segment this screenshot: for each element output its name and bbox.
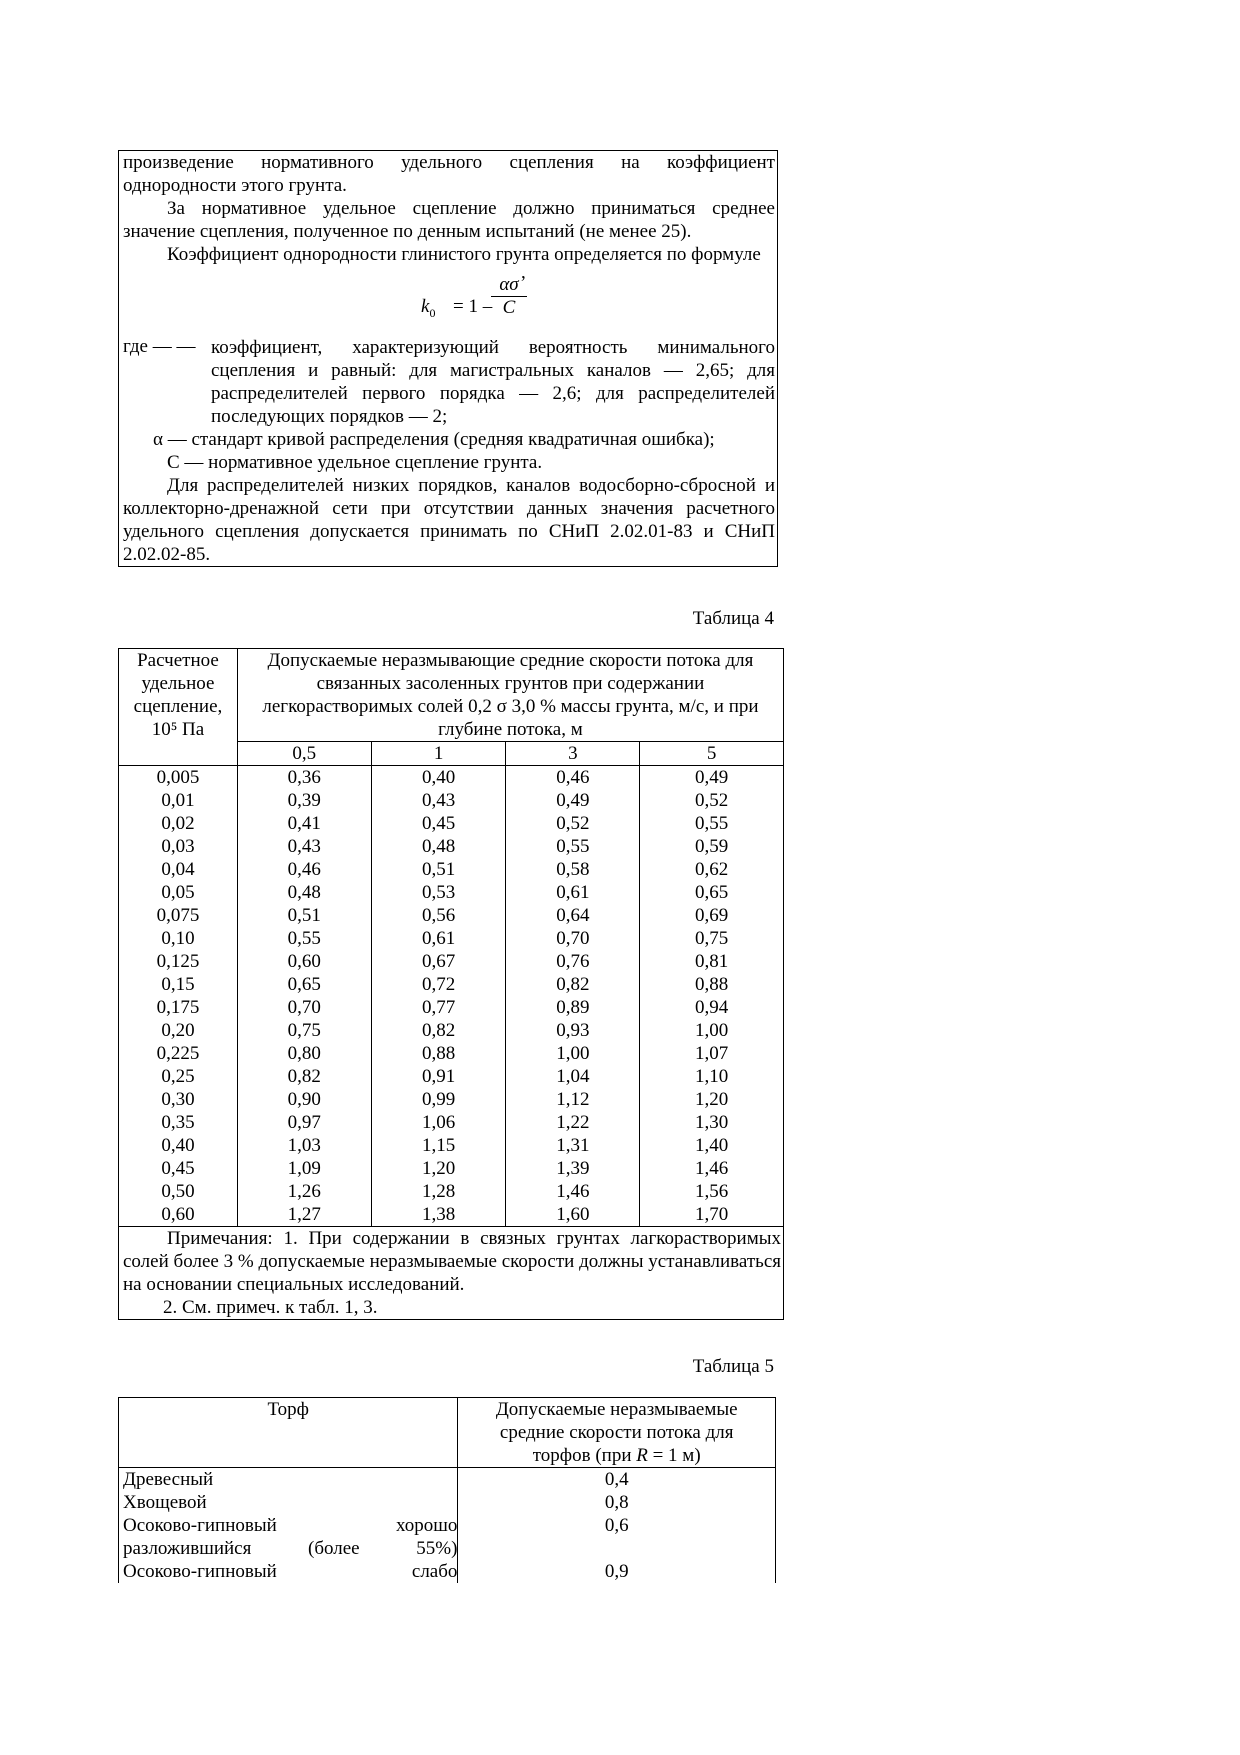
velocity-cell: 1,03 <box>237 1134 371 1157</box>
table4-span-header: Допускаемые неразмывающие средние скорости потока для связанных засоленных грунтов при содержании легкорастворимых солей 0,2 σ 3,0 % массы грунта, м/с, и при глубине потока, м <box>237 649 783 742</box>
table-row <box>119 1491 776 1514</box>
intro-paragraph-4: Для распределителей низких порядков, каналов водосборно-сбросной и коллекторно-дренажной сети при отсутствии данных значения расчетного удельного сцепления допускается принимать по СНиП 2.02.01-83 и СНиП 2.02.02-85. <box>123 475 775 565</box>
velocity-cell: 0,89 <box>506 996 640 1019</box>
velocity-cell: 0,55 <box>640 812 784 835</box>
velocity-cell: 0,55 <box>237 927 371 950</box>
velocity-cell: 0,99 <box>371 1088 506 1111</box>
where-text: коэффициент, характеризующий вероятность минимального сцепления и равный: для магистральных каналов — 2,65; для распределителей первого порядка — 2,6; для распределителей последующих порядков — 2; <box>211 337 775 427</box>
cohesion-cell: 0,05 <box>119 881 238 904</box>
velocity-cell: 0,82 <box>506 973 640 996</box>
velocity-cell: 0,51 <box>371 858 506 881</box>
table-row <box>119 1088 784 1111</box>
velocity-cell: 1,26 <box>237 1180 371 1203</box>
velocity-cell: 0,39 <box>237 789 371 812</box>
where-clause <box>123 336 775 428</box>
table-row <box>119 1514 776 1560</box>
table-row <box>119 881 784 904</box>
velocity-cell: 0,67 <box>371 950 506 973</box>
velocity-cell: 1,20 <box>371 1157 506 1180</box>
intro-paragraph-3: Коэффициент однородности глинистого грунта определяется по формуле <box>167 244 761 265</box>
table-row <box>119 789 784 812</box>
cohesion-cell: 0,15 <box>119 973 238 996</box>
velocity-cell: 1,04 <box>506 1065 640 1088</box>
table5-caption: Таблица 5 <box>692 1356 774 1377</box>
velocity-cell: 1,28 <box>371 1180 506 1203</box>
velocity-cell: 0,43 <box>237 835 371 858</box>
cohesion-cell: 0,125 <box>119 950 238 973</box>
velocity-cell: 0,76 <box>506 950 640 973</box>
velocity-cell: 1,22 <box>506 1111 640 1134</box>
formula-numerator: ασ <box>499 274 519 295</box>
velocity-cell: 0,64 <box>506 904 640 927</box>
table-row <box>119 950 784 973</box>
table-row <box>119 1019 784 1042</box>
table4-note-2: 2. См. примеч. к табл. 1, 3. <box>163 1297 378 1318</box>
table5-col2-header-text: Допускаемые неразмываемые средние скорости потока для торфов (при R = 1 м) <box>495 1399 738 1466</box>
cohesion-cell: 0,075 <box>119 904 238 927</box>
table-row <box>119 1042 784 1065</box>
velocity-cell: 0,69 <box>640 904 784 927</box>
velocity-cell: 1,70 <box>640 1203 784 1227</box>
velocity-cell: 0,88 <box>640 973 784 996</box>
cohesion-cell: 0,04 <box>119 858 238 881</box>
table-row <box>119 812 784 835</box>
peat-type-cell: Осоково-гипновый хорошо разложившийся (более 55%) <box>119 1514 458 1560</box>
table4-notes <box>119 1227 784 1320</box>
table-row <box>119 1560 776 1583</box>
cohesion-cell: 0,60 <box>119 1203 238 1227</box>
velocity-cell: 0,65 <box>237 973 371 996</box>
where-label: где — — <box>123 336 196 357</box>
cohesion-cell: 0,20 <box>119 1019 238 1042</box>
velocity-cell: 0,82 <box>371 1019 506 1042</box>
velocity-cell: 0,60 <box>237 950 371 973</box>
table-row <box>119 1468 776 1492</box>
velocity-cell: 0,88 <box>371 1042 506 1065</box>
velocity-cell: 0,49 <box>506 789 640 812</box>
table5-col2-header <box>458 1398 776 1468</box>
table4 <box>118 648 784 1320</box>
velocity-cell: 0,61 <box>371 927 506 950</box>
velocity-cell: 1,46 <box>506 1180 640 1203</box>
table4-caption: Таблица 4 <box>692 608 774 629</box>
table4-depth-header: 3 <box>506 742 640 766</box>
table5 <box>118 1397 776 1583</box>
velocity-cell: 0,45 <box>371 812 506 835</box>
table-row <box>119 927 784 950</box>
peat-velocity-cell: 0,8 <box>458 1491 776 1514</box>
velocity-cell: 1,20 <box>640 1088 784 1111</box>
cohesion-cell: 0,175 <box>119 996 238 1019</box>
intro-text-box <box>118 150 778 567</box>
velocity-cell: 1,56 <box>640 1180 784 1203</box>
velocity-cell: 0,81 <box>640 950 784 973</box>
cohesion-cell: 0,50 <box>119 1180 238 1203</box>
table-row <box>119 1065 784 1088</box>
formula-equals: = 1 – <box>453 296 493 317</box>
velocity-cell: 0,46 <box>506 766 640 790</box>
table-row <box>119 973 784 996</box>
velocity-cell: 0,62 <box>640 858 784 881</box>
cohesion-cell: 0,25 <box>119 1065 238 1088</box>
velocity-cell: 0,48 <box>237 881 371 904</box>
peat-type-cell: Древесный <box>119 1468 458 1492</box>
cohesion-cell: 0,45 <box>119 1157 238 1180</box>
table5-col1-header: Торф <box>119 1398 458 1468</box>
velocity-cell: 0,80 <box>237 1042 371 1065</box>
velocity-cell: 0,58 <box>506 858 640 881</box>
velocity-cell: 0,41 <box>237 812 371 835</box>
velocity-cell: 0,43 <box>371 789 506 812</box>
velocity-cell: 1,30 <box>640 1111 784 1134</box>
table-row <box>119 1157 784 1180</box>
formula-lhs: $k_0$ <box>421 296 436 320</box>
velocity-cell: 0,70 <box>506 927 640 950</box>
velocity-cell: 1,46 <box>640 1157 784 1180</box>
velocity-cell: 1,12 <box>506 1088 640 1111</box>
velocity-cell: 0,90 <box>237 1088 371 1111</box>
cohesion-cell: 0,225 <box>119 1042 238 1065</box>
velocity-cell: 1,60 <box>506 1203 640 1227</box>
velocity-cell: 1,00 <box>640 1019 784 1042</box>
velocity-cell: 0,51 <box>237 904 371 927</box>
velocity-cell: 1,38 <box>371 1203 506 1227</box>
table4-col1-header: Расчетное удельное сцепление, 10⁵ Па <box>119 649 238 766</box>
velocity-cell: 1,07 <box>640 1042 784 1065</box>
cohesion-cell: 0,005 <box>119 766 238 790</box>
velocity-cell: 0,52 <box>506 812 640 835</box>
cohesion-cell: 0,10 <box>119 927 238 950</box>
velocity-cell: 0,53 <box>371 881 506 904</box>
velocity-cell: 0,97 <box>237 1111 371 1134</box>
velocity-cell: 1,09 <box>237 1157 371 1180</box>
velocity-cell: 1,15 <box>371 1134 506 1157</box>
velocity-cell: 0,52 <box>640 789 784 812</box>
velocity-cell: 0,40 <box>371 766 506 790</box>
velocity-cell: 0,93 <box>506 1019 640 1042</box>
cohesion-cell: 0,01 <box>119 789 238 812</box>
alpha-definition: α — стандарт кривой распределения (средняя квадратичная ошибка); <box>153 429 715 450</box>
peat-velocity-cell: 0,9 <box>458 1560 776 1583</box>
c-definition: С — нормативное удельное сцепление грунта. <box>167 452 543 473</box>
intro-paragraph-2: За нормативное удельное сцепление должно приниматься среднее значение сцепления, полученное по денным испытаний (не менее 25). <box>123 198 775 242</box>
intro-paragraph-1: произведение нормативного удельного сцепления на коэффициент однородности этого грунта. <box>123 152 775 196</box>
velocity-cell: 0,65 <box>640 881 784 904</box>
velocity-cell: 0,55 <box>506 835 640 858</box>
velocity-cell: 0,94 <box>640 996 784 1019</box>
cohesion-cell: 0,35 <box>119 1111 238 1134</box>
velocity-cell: 1,39 <box>506 1157 640 1180</box>
velocity-cell: 0,61 <box>506 881 640 904</box>
table4-depth-header: 0,5 <box>237 742 371 766</box>
velocity-cell: 0,75 <box>237 1019 371 1042</box>
cohesion-cell: 0,02 <box>119 812 238 835</box>
peat-velocity-cell: 0,6 <box>458 1514 776 1560</box>
velocity-cell: 1,27 <box>237 1203 371 1227</box>
table-row <box>119 858 784 881</box>
peat-velocity-cell: 0,4 <box>458 1468 776 1492</box>
homogeneity-formula <box>123 262 775 336</box>
velocity-cell: 0,70 <box>237 996 371 1019</box>
velocity-cell: 0,82 <box>237 1065 371 1088</box>
table-row <box>119 766 784 790</box>
velocity-cell: 1,06 <box>371 1111 506 1134</box>
formula-denominator: C <box>502 297 516 318</box>
velocity-cell: 1,31 <box>506 1134 640 1157</box>
cohesion-cell: 0,40 <box>119 1134 238 1157</box>
velocity-cell: 0,77 <box>371 996 506 1019</box>
formula-comma: , <box>521 262 526 283</box>
table4-depth-header: 1 <box>371 742 506 766</box>
table-row <box>119 1134 784 1157</box>
peat-type-cell: Осоково-гипновый слабо <box>119 1560 458 1583</box>
cohesion-cell: 0,30 <box>119 1088 238 1111</box>
table-row <box>119 996 784 1019</box>
velocity-cell: 0,46 <box>237 858 371 881</box>
velocity-cell: 0,59 <box>640 835 784 858</box>
velocity-cell: 0,36 <box>237 766 371 790</box>
table4-depth-header: 5 <box>640 742 784 766</box>
velocity-cell: 0,75 <box>640 927 784 950</box>
table-row <box>119 1180 784 1203</box>
table-row <box>119 904 784 927</box>
cohesion-cell: 0,03 <box>119 835 238 858</box>
table-row <box>119 1111 784 1134</box>
velocity-cell: 1,10 <box>640 1065 784 1088</box>
table4-note-1: Примечания: 1. При содержании в связных грунтах лагкорастворимых солей более 3 % допускаемые неразмываемые скорости должны устанавливаться на основании специальных исследований. <box>123 1228 781 1295</box>
table-row <box>119 835 784 858</box>
table-row <box>119 1203 784 1227</box>
velocity-cell: 0,56 <box>371 904 506 927</box>
velocity-cell: 0,72 <box>371 973 506 996</box>
velocity-cell: 0,91 <box>371 1065 506 1088</box>
velocity-cell: 1,00 <box>506 1042 640 1065</box>
velocity-cell: 0,49 <box>640 766 784 790</box>
formula-fraction <box>491 274 527 319</box>
velocity-cell: 0,48 <box>371 835 506 858</box>
velocity-cell: 1,40 <box>640 1134 784 1157</box>
peat-type-cell: Хвощевой <box>119 1491 458 1514</box>
